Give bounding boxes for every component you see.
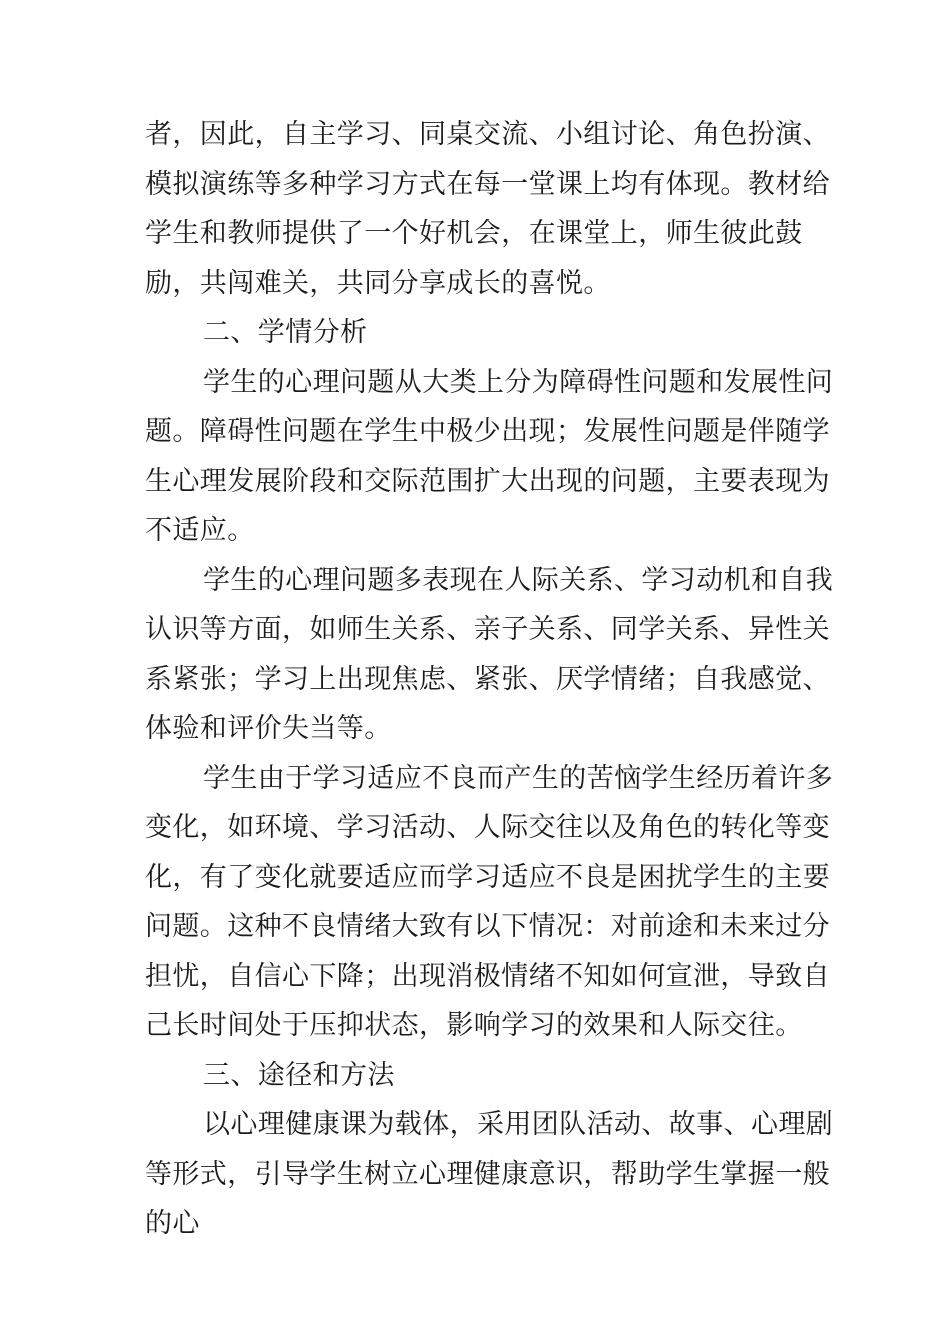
paragraph: 学生的心理问题多表现在人际关系、学习动机和自我认识等方面，如师生关系、亲子关系、同学关系、异性关系紧张；学习上出现焦虑、紧张、厌学情绪；自我感觉、体验和评价失当等。 (145, 564, 834, 744)
section-heading-student-analysis: 二、学情分析 (203, 317, 368, 348)
paragraph: 学生的心理问题从大类上分为障碍性问题和发展性问题。障碍性问题在学生中极少出现；发展性问题是伴随学生心理发展阶段和交际范围扩大出现的问题，主要表现为不适应。 (145, 366, 834, 546)
section-heading-approach-methods: 三、途径和方法 (203, 1059, 395, 1091)
paragraph: 以心理健康课为载体，采用团队活动、故事、心理剧等形式，引导学生树立心理健康意识，帮助学生掌握一般的心 (145, 1109, 834, 1239)
paragraph-continuation: 者，因此，自主学习、同桌交流、小组讨论、角色扮演、模拟演练等多种学习方式在每一堂课上均有体现。教材给学生和教师提供了一个好机会，在课堂上，师生彼此鼓励，共闯难关，共同分享成长的喜悦。 (145, 119, 830, 299)
paragraph: 学生由于学习适应不良而产生的苦恼学生经历着许多变化，如环境、学习活动、人际交往以及角色的转化等变化，有了变化就要适应而学习适应不良是困扰学生的主要问题。这种不良情绪大致有以下情况：对前途和未来过分担忧，自信心下降；出现消极情绪不知如何宣泄，导致自己长时间处于压抑状态，影响学习的效果和人际交往。 (145, 762, 834, 1041)
document-body (145, 110, 835, 1249)
